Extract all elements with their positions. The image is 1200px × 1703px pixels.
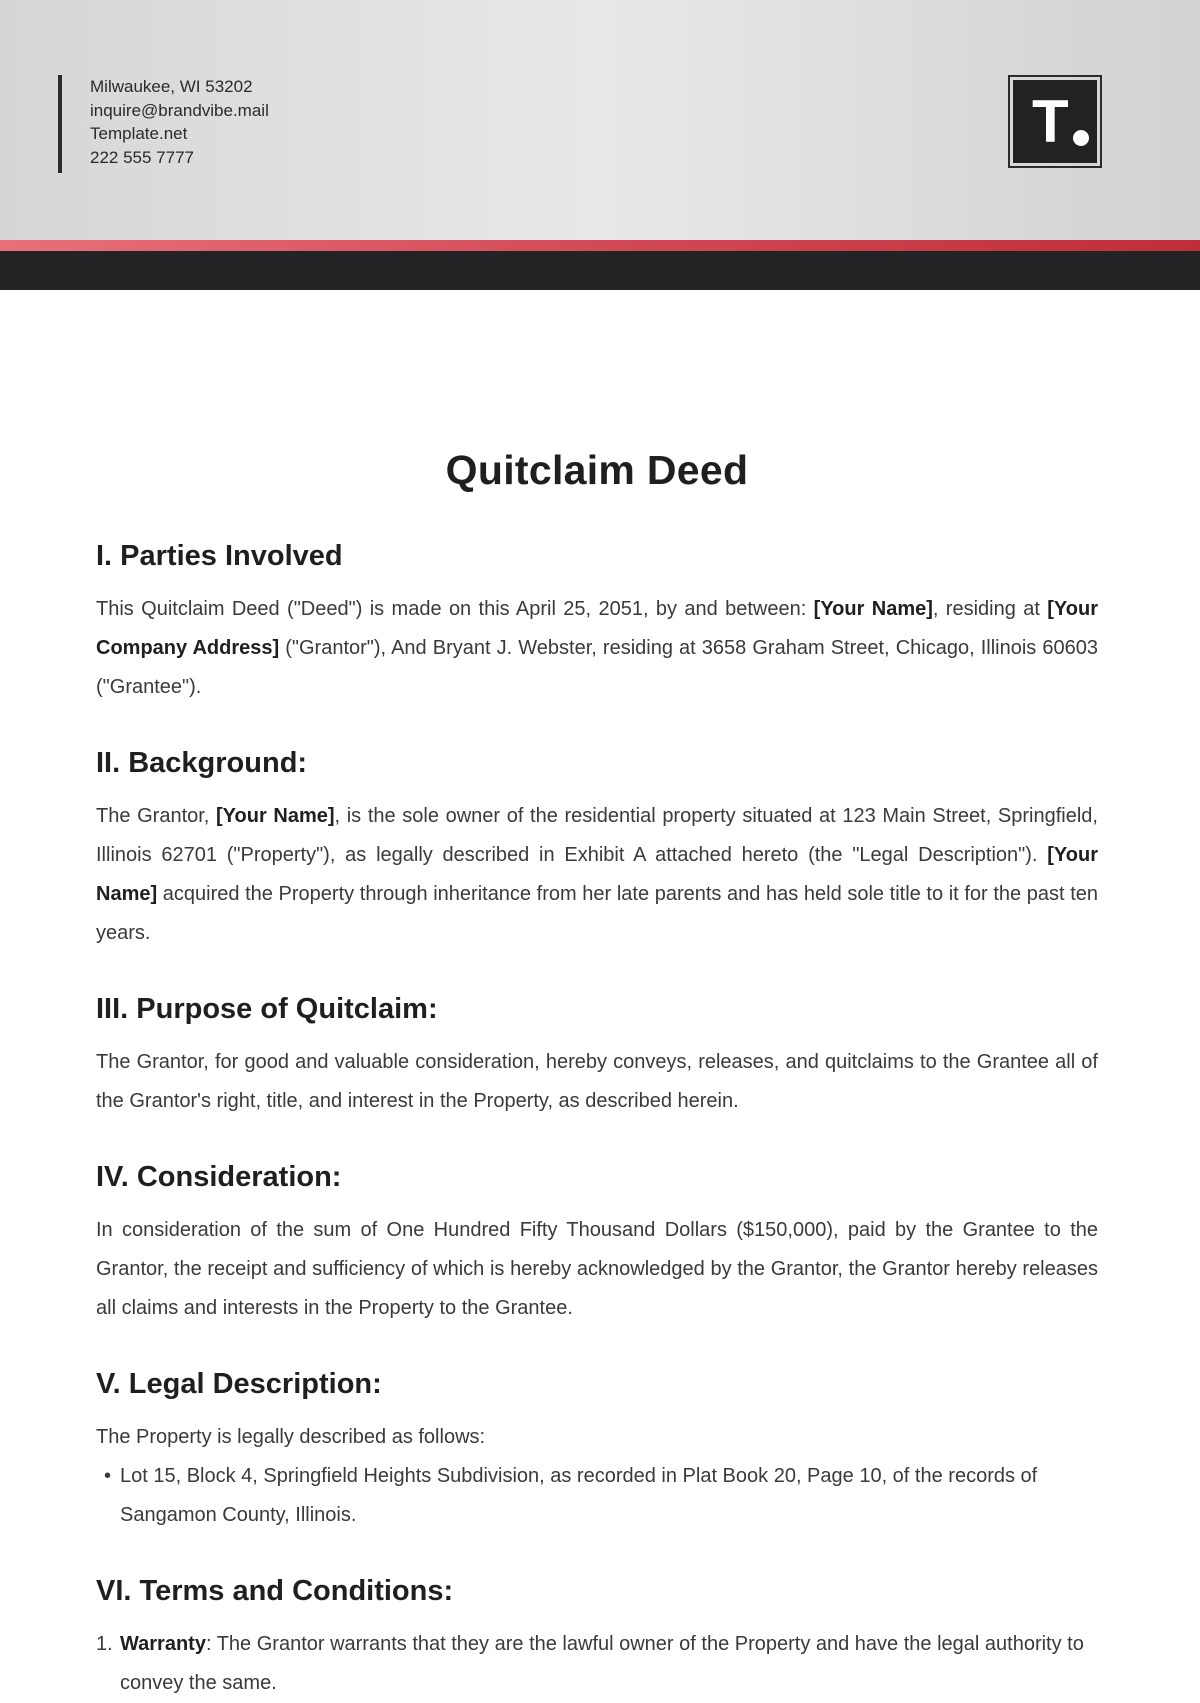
logo-letter: T [1032,88,1069,155]
item-label: Warranty [120,1633,206,1655]
accent-stripe [0,240,1200,251]
text-run: , is the sole owner of the residential property situated at 123 Main Street, Springfield, Illinois 62701 ("Property"), as legally described in Exhibit A attached hereto (the "Legal Description"). [96,805,1098,866]
item-text: : The Grantor warrants that they are the lawful owner of the Property and have the legal authority to convey the same. [120,1633,1084,1694]
section-purpose [96,989,1098,1121]
section-consideration [96,1157,1098,1328]
placeholder-name: [Your Name] [96,844,1098,905]
contact-block [58,75,269,173]
terms-list [96,1625,1098,1703]
text-run: This Quitclaim Deed ("Deed") is made on this April 25, 2051, by and between: [96,598,814,620]
address-line: Milwaukee, WI 53202 [90,77,253,96]
email-line: inquire@brandvibe.mail [90,100,269,120]
section-legal-description [96,1364,1098,1535]
letterhead [0,0,1200,240]
list-item [96,1625,1098,1703]
item-number: 1. [96,1633,113,1655]
placeholder-address: [Your Company Address] [96,598,1098,659]
section-heading: V. Legal Description: [96,1368,382,1400]
placeholder-name: [Your Name] [813,598,933,620]
section-paragraph: The Property is legally described as follows: [96,1426,486,1448]
logo-dot [1073,130,1089,146]
text-run: acquired the Property through inheritance from her late parents and has held sole title to it for the past ten years. [96,883,1098,944]
section-paragraph: The Grantor, for good and valuable consideration, hereby conveys, releases, and quitclaims to the Grantee all of the Grantor's right, title, and interest in the Property, as described herein. [96,1051,1098,1112]
section-heading: II. Background: [96,747,308,779]
section-parties [96,536,1098,707]
document-body [96,440,1098,1703]
company-logo [1008,75,1102,168]
list-item: • Lot 15, Block 4, Springfield Heights Subdivision, as recorded in Plat Book 20, Page 10, of the records of Sangamon County, Illinois. [120,1457,1098,1535]
placeholder-name: [Your Name] [216,805,335,827]
section-paragraph [96,590,1098,707]
section-paragraph [96,797,1098,953]
section-heading: I. Parties Involved [96,540,343,572]
phone-line: 222 555 7777 [90,147,194,167]
dark-stripe [0,251,1200,290]
text-run: The Grantor, [96,805,217,827]
legal-bullet-list [96,1457,1098,1535]
section-heading: IV. Consideration: [96,1161,342,1193]
section-paragraph: In consideration of the sum of One Hundred Fifty Thousand Dollars ($150,000), paid by the Grantee to the Grantor, the receipt and sufficiency of which is hereby acknowledged by the Grantor, the Grantor hereby releases all claims and interests in the Property to the Grantee. [96,1219,1098,1319]
text-run: , residing at [932,598,1048,620]
website-line: Template.net [90,124,188,143]
text-run: ("Grantor"), And Bryant J. Webster, residing at 3658 Graham Street, Chicago, Illinois 60603 ("Grantee"). [96,637,1098,698]
section-heading: VI. Terms and Conditions: [96,1575,454,1607]
section-background [96,743,1098,953]
section-terms [96,1571,1098,1703]
section-heading: III. Purpose of Quitclaim: [96,993,438,1025]
document-title: Quitclaim Deed [445,447,749,493]
logo-mark [1013,80,1097,163]
